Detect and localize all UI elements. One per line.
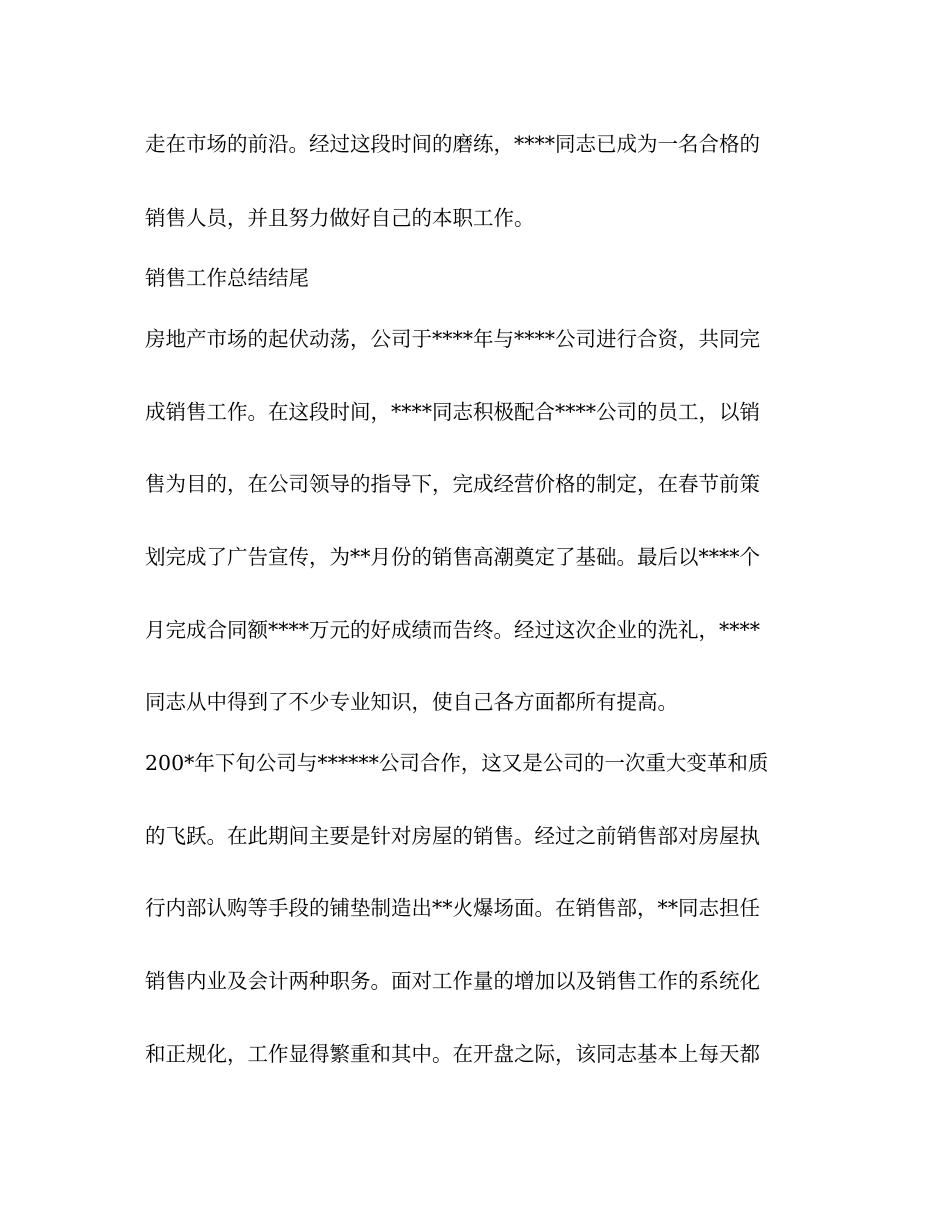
text-line: 销售内业及会计两种职务。面对工作量的增加以及销售工作的系统化 (145, 969, 760, 993)
text-line: 月完成合同额****万元的好成绩而告终。经过这次企业的洗礼，**** (145, 618, 760, 642)
text-line: 走在市场的前沿。经过这段时间的磨练，****同志已成为一名合格的 (145, 132, 760, 156)
text-line: 200*年下旬公司与******公司合作，这又是公司的一次重大变革和质 (145, 751, 769, 775)
text-line: 的飞跃。在此期间主要是针对房屋的销售。经过之前销售部对房屋执 (145, 824, 760, 848)
text-line: 同志从中得到了不少专业知识，使自己各方面都所有提高。 (145, 690, 678, 714)
text-line: 房地产市场的起伏动荡，公司于****年与****公司进行合资，共同完 (145, 327, 760, 351)
text-line: 和正规化，工作显得繁重和其中。在开盘之际，该同志基本上每天都 (145, 1042, 760, 1066)
text-line: 划完成了广告宣传，为**月份的销售高潮奠定了基础。最后以****个 (145, 545, 760, 569)
text-line: 售为目的，在公司领导的指导下，完成经营价格的制定，在春节前策 (145, 472, 760, 496)
text-line: 成销售工作。在这段时间，****同志积极配合****公司的员工，以销 (145, 400, 760, 424)
text-line: 销售人员，并且努力做好自己的本职工作。 (145, 206, 535, 230)
section-heading: 销售工作总结结尾 (145, 266, 309, 290)
text-line: 行内部认购等手段的铺垫制造出**火爆场面。在销售部，**同志担任 (145, 896, 760, 920)
